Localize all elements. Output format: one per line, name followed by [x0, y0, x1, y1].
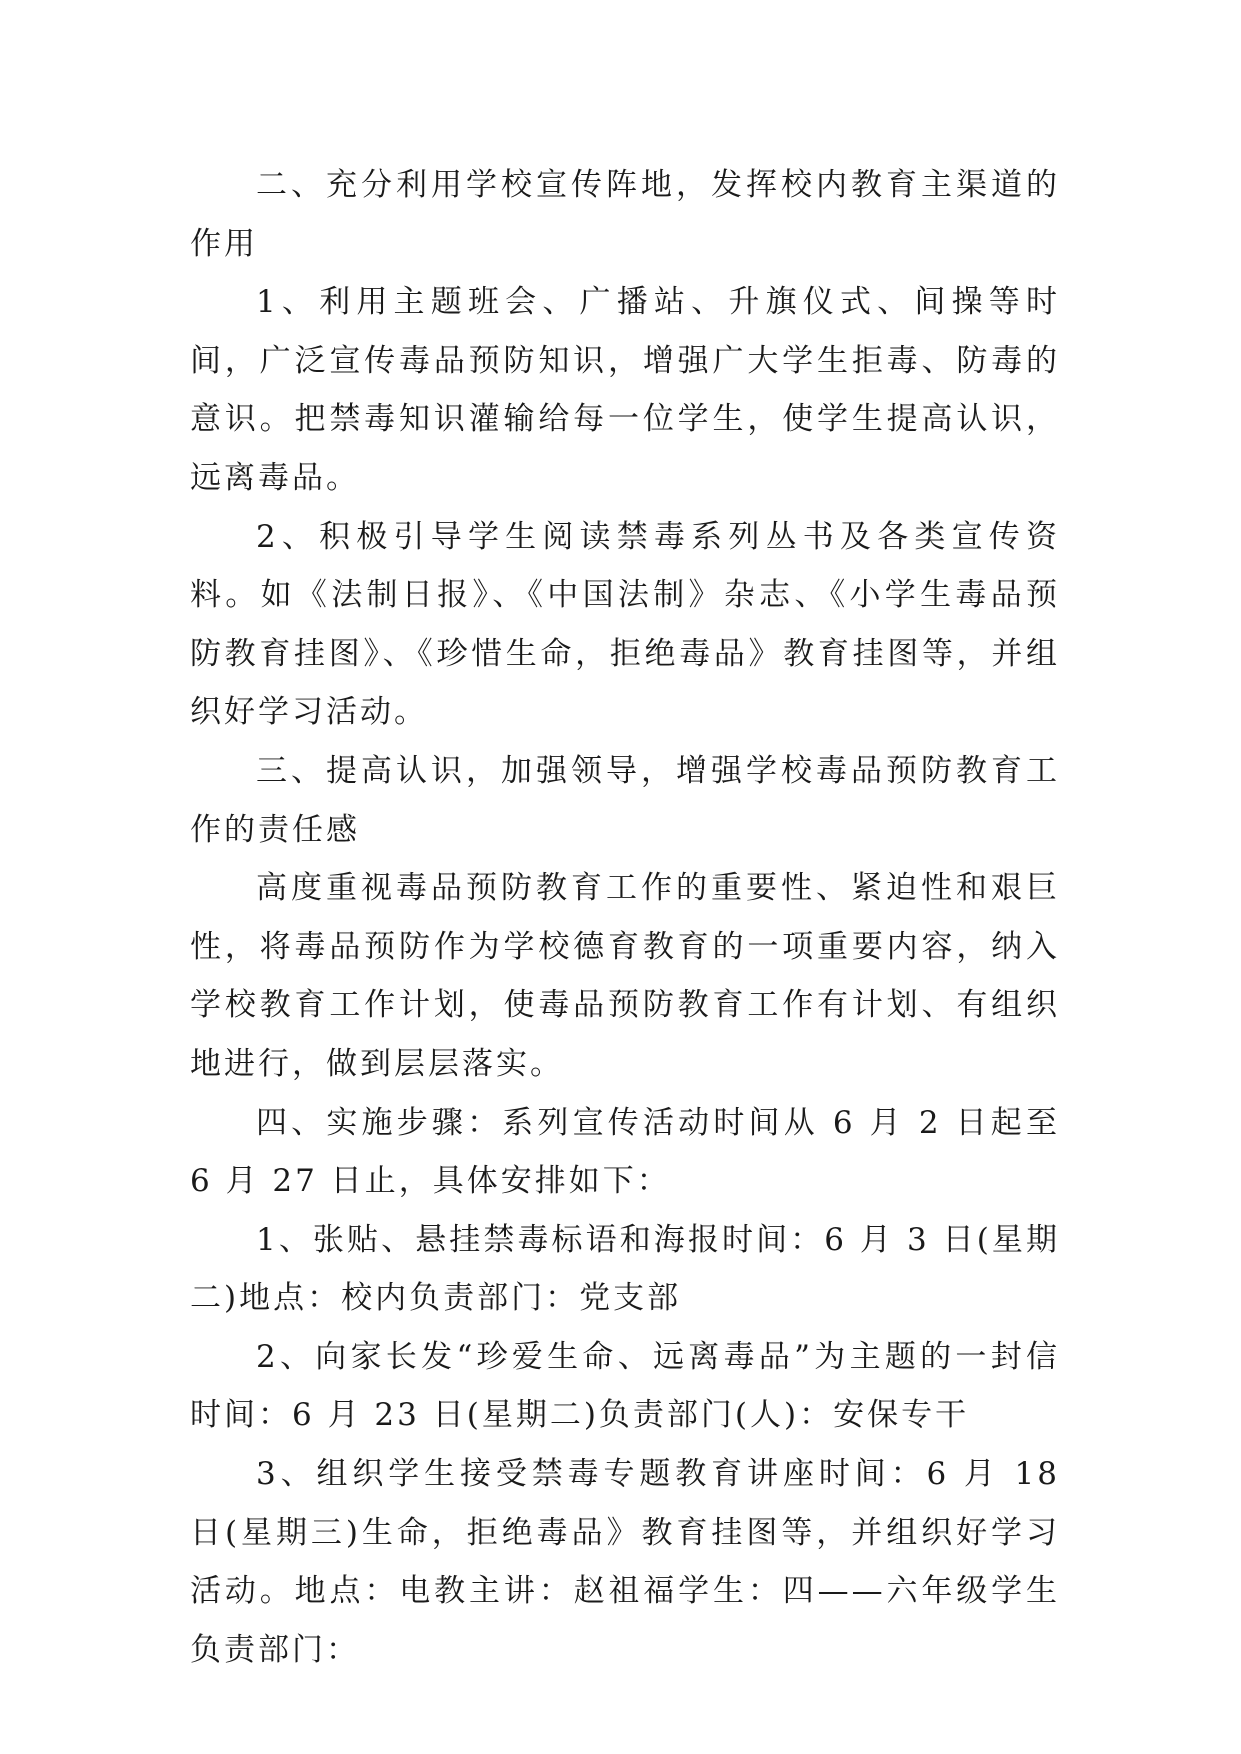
step-item-2: 2、向家长发“珍爱生命、远离毒品”为主题的一封信时间：6 月 23 日(星期二)负责部门(人)：安保专干 [190, 1338, 1060, 1434]
section-heading-2: 二、充分利用学校宣传阵地，发挥校内教育主渠道的作用 [190, 167, 1060, 262]
section-heading-3: 三、提高认识，加强领导，增强学校毒品预防教育工作的责任感 [190, 752, 1060, 848]
document-body [190, 156, 1060, 1679]
paragraph-item-1: 1、利用主题班会、广播站、升旗仪式、间操等时间，广泛宣传毒品预防知识，增强广大学生拒毒、防毒的意识。把禁毒知识灌输给每一位学生，使学生提高认识，远离毒品。 [190, 284, 1060, 496]
step-item-1: 1、张贴、悬挂禁毒标语和海报时间：6 月 3 日(星期二)地点：校内负责部门：党支部 [190, 1221, 1060, 1317]
paragraph-item-2: 2、积极引导学生阅读禁毒系列丛书及各类宣传资料。如《法制日报》、《中国法制》杂志、《小学生毒品预防教育挂图》、《珍惜生命，拒绝毒品》教育挂图等，并组织好学习活动。 [190, 518, 1060, 731]
paragraph-importance: 高度重视毒品预防教育工作的重要性、紧迫性和艰巨性，将毒品预防作为学校德育教育的一项重要内容，纳入学校教育工作计划，使毒品预防教育工作有计划、有组织地进行，做到层层落实。 [190, 870, 1060, 1082]
step-item-3: 3、组织学生接受禁毒专题教育讲座时间：6 月 18 日(星期三)生命，拒绝毒品》教育挂图等，并组织好学习活动。地点：电教主讲：赵祖福学生：四——六年级学生负责部门： [190, 1456, 1060, 1668]
section-heading-4: 四、实施步骤：系列宣传活动时间从 6 月 2 日起至 6 月 27 日止，具体安排如下： [190, 1104, 1060, 1200]
